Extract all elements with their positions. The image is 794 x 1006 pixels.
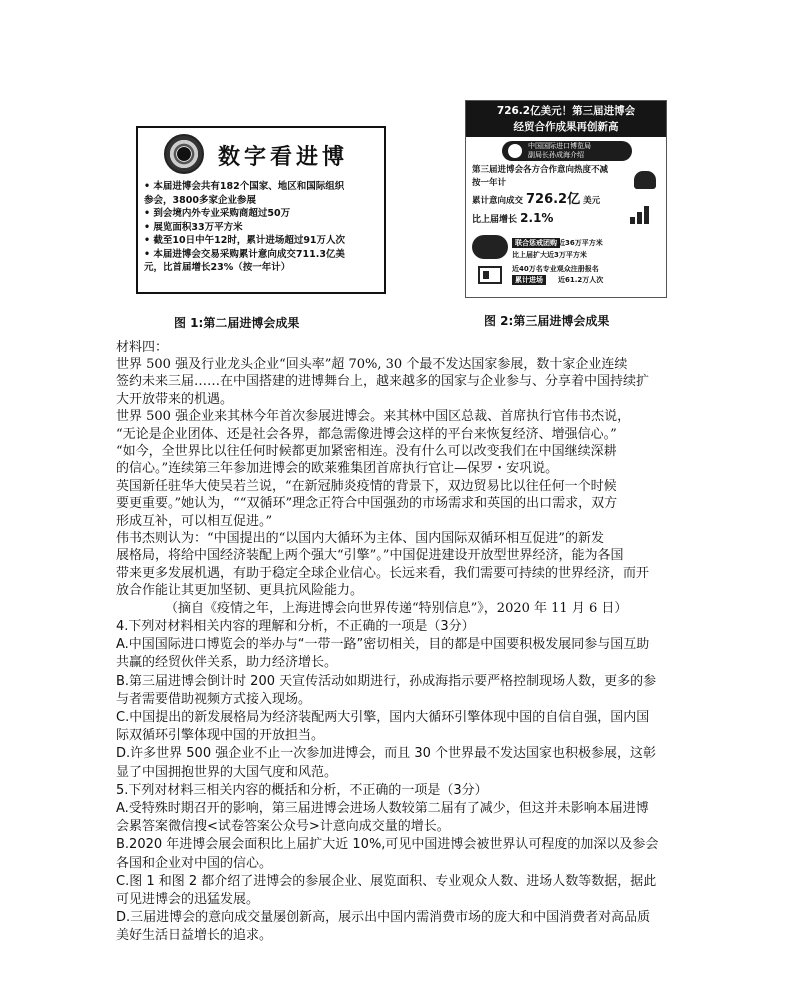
question-line: B.2020 年进博会展会面积比上届扩大近 10%,可见中国进博会被世界认可程度的加深以及参会	[116, 837, 659, 853]
material-line: 的信心。”连续第三年参加进博会的欧莱雅集团首席执行官让—保罗・安巩说。	[116, 461, 559, 477]
question-line: 4.下列对材料相关内容的理解和分析，不正确的一项是（3分）	[116, 619, 475, 634]
figure-1-caption: 图 1:第二届进博会成果	[174, 316, 300, 330]
question-line: A.中国国际进口博览会的举办与“一带一路”密切相关，目的都是中国要积极发展同参与国互助	[116, 637, 650, 653]
question-line: 5.下列对材料三相关内容的概括和分析，不正确的一项是（3分）	[116, 782, 488, 798]
material-source: （摘自《疫情之年，上海进博会向世界传递“特别信息”》，2020 年 11 月 6 日）	[165, 601, 628, 616]
question-line: C.中国提出的新发展格局为经济装配两大引擎，国内大循环引擎体现中国的自信自强，国内国	[116, 710, 650, 725]
expo-emblem-icon	[164, 134, 204, 174]
material-line: 放合作能让其更加坚韧、更具抗风险能力。	[116, 583, 364, 599]
material-line: 世界 500 强企业来其林今年首次参展进博会。来其林中国区总裁、首席执行官伟书杰说，	[116, 409, 631, 425]
fig2-text-7: 近40万名专业观众注册报名	[512, 265, 599, 273]
fig2-pill-2: 累计进场	[512, 275, 546, 285]
fig2-text-3-prefix: 累计意向成交	[472, 196, 524, 206]
money-hand-icon	[634, 171, 656, 189]
banner-line-2: 经贸合作成果再创新高	[513, 121, 619, 133]
figure-1-item: • 截至10日中午12时，累计进场超过91万人次	[144, 235, 346, 246]
figure-1-item: • 本届进博会交易采购累计意向成交711.3亿美	[144, 248, 345, 260]
fig2-text-3-big: 726.2亿	[525, 192, 581, 207]
fig2-text-4-prefix: 比上届增长	[472, 215, 518, 225]
question-line: B.第三届进博会倒计时 200 天宣传活动如期进行，孙成海指示要严格控制现场人数，更多的参	[116, 673, 657, 689]
material-line: 形成互补，可以相互促进。”	[116, 513, 273, 529]
id-card-icon	[478, 266, 502, 284]
question-line: 各国和企业对中国的信心。	[116, 855, 273, 871]
material-line: 大开放带来的机遇。	[116, 391, 234, 407]
figure-1-item: • 到会境内外专业采购商超过50万	[144, 208, 291, 219]
handshake-icon	[472, 235, 508, 259]
material-line: 要更重要。”她认为，““双循环”理念正符合中国强劲的市场需求和英国的出口需求，双方	[116, 496, 618, 512]
fig2-text-6: 比上届扩大近3万平方米	[512, 251, 587, 259]
fig2-text-4	[472, 211, 553, 225]
figure-2-banner	[466, 101, 666, 137]
banner-line-1: 726.2亿美元！第三届进博会	[496, 105, 636, 117]
question-line: D.许多世界 500 强企业不止一次参加进博会，而且 30 个世界最不发达国家也积极参展，这彰	[116, 746, 657, 762]
figure-1-panel	[136, 126, 386, 294]
material-line: 世界 500 强及行业龙头企业“回头率”超 70%, 30 个最不发达国家参展，数十家企业连续	[116, 357, 628, 372]
figure-2-caption: 图 2:第三届进博会成果	[484, 314, 610, 328]
question-line: 际双循环引擎体现中国的开放担当。	[116, 728, 325, 744]
material-line: 英国新任驻华大使吴若兰说，“在新冠肺炎疫情的背景下，双边贸易比以往任何一个时候	[116, 478, 617, 494]
fig2-text-2: 按一年计	[472, 178, 507, 188]
fig2-text-3-suffix: 美元	[583, 196, 601, 206]
org-badge	[502, 141, 632, 161]
question-line: 可见进博会的迅猛发展。	[116, 892, 260, 907]
question-line: D.三届进博会的意向成交量屡创新高，展示出中国内需消费市场的庞大和中国消费者对高品质	[116, 910, 651, 926]
fig2-text-8: 近61.2万人次	[558, 276, 604, 284]
question-line: 共赢的经贸伙伴关系，助力经济增长。	[116, 655, 338, 671]
fig2-text-4-big: 2.1%	[520, 211, 554, 225]
figure-1-title: 数字看进博	[218, 144, 349, 170]
fig2-text-3	[472, 188, 600, 207]
org-line-1: 中国国际进口博览局	[528, 142, 591, 150]
material-line: “无论是企业团体、还是社会各界，都急需像进博会这样的平台来恢复经济、增强信心。”	[116, 426, 617, 442]
material-line: 签约未来三届……在中国搭建的进博舞台上，越来越多的国家与企业参与、分享着中国持续扩	[116, 374, 650, 390]
question-line: 与者需要借助视频方式接入现场。	[116, 691, 312, 707]
fig2-text-5: 近36万平方米	[558, 239, 603, 247]
material-line: 展格局，将给中国经济装配上两个强大“引擎”。”中国促进建设开放型世界经济，能为各国	[116, 548, 624, 564]
question-line: C.图 1 和图 2 都介绍了进博会的参展企业、展览面积、专业观众人数、进场人数等数据，据此	[116, 873, 657, 889]
figure-1-list	[144, 180, 380, 275]
question-line: A.受特殊时期召开的影响，第三届进博会进场人数较第二届有了减少，但这并未影响本届进博	[116, 801, 649, 816]
material-line: 伟书杰则认为：“中国提出的“以国内大循环为主体、国内国际双循环相互促进”的新发	[116, 531, 604, 546]
bar-chart-icon	[628, 204, 654, 224]
question-line: 美好生活日益增长的追求。	[116, 928, 273, 944]
person-icon	[508, 144, 522, 158]
question-line: 会累答案微信搜<试卷答案公众号>计意向成交量的增长。	[116, 819, 450, 835]
fig2-text-1: 第三届进博会各方合作意向热度不减	[472, 165, 609, 175]
figure-2-panel	[465, 100, 667, 298]
material-line: “如今，全世界比以往任何时候都更加紧密相连。没有什么可以改变我们在中国继续深耕	[116, 444, 617, 459]
org-line-2: 副局长孙成海介绍	[528, 151, 584, 159]
figure-1-item: 参会，3800多家企业参展	[144, 194, 256, 206]
figure-1-item: 元，比首届增长23%（按一年计）	[144, 262, 291, 273]
fig2-pill-1: 联合惩戒团购	[512, 238, 560, 248]
material-heading: 材料四：	[116, 340, 169, 355]
figure-1-item: • 本届进博会共有182个国家、地区和国际组织	[144, 181, 345, 192]
figure-1-item: • 展览面积33万平方米	[144, 221, 243, 233]
material-line: 带来更多发展机遇，有助于稳定全球企业信心。长远来看，我们需要可持续的世界经济，而开	[116, 565, 650, 581]
question-line: 显了中国拥抱世界的大国气度和风范。	[116, 764, 338, 780]
